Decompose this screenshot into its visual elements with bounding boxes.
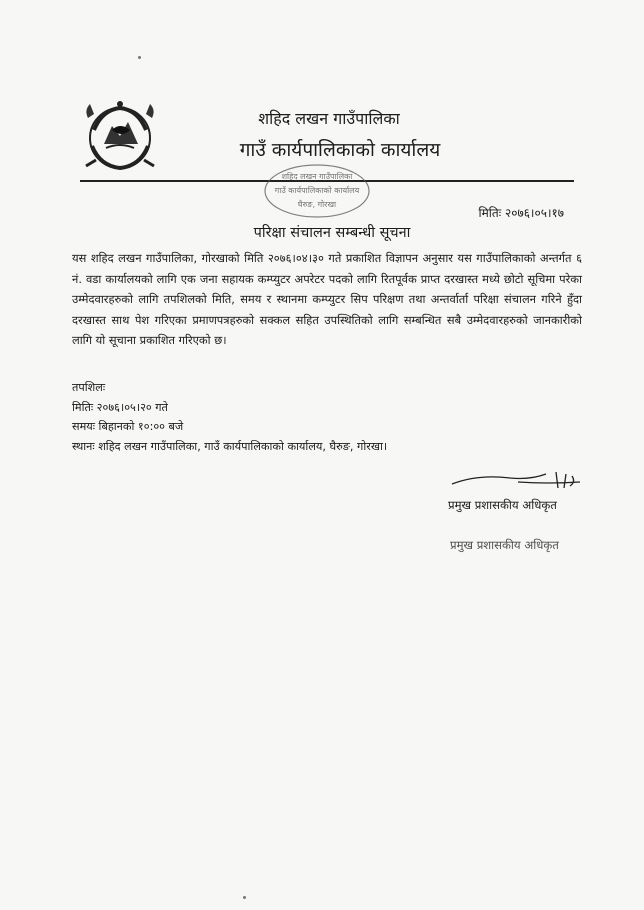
paper-speck <box>243 896 246 899</box>
details-heading: तपशिलः <box>72 381 106 394</box>
notice-body: यस शहिद लखन गाउँपालिका, गोरखाको मिति २०७६।०४।३० गते प्रकाशित विज्ञापन अनुसार यस गाउँपालिकाको अन्तर्गत ६ नं. वडा कार्यालयको लागि एक जना सहायक कम्प्युटर अपरेटर पदको लागि रितपूर्वक प्राप्त दरखास्त मध्ये छोटो सूचिमा परेका उम्मेदवारहरुको लागि तपशिलको मिति, समय र स्थानमा कम्प्युटर सिप परिक्षण तथा अन्तर्वार्ता परिक्षा संचालन गरिने हुँदा दरखास्त साथ पेश गरिएका प्रमाणपत्रहरुको सक्कल सहित उपस्थितिको लागि सम्बन्धित सबै उम्मेदवारहरुको जानकारीको लागि यो सूचाना प्रकाशित गरिएको छ। <box>72 251 582 347</box>
signature <box>448 468 588 494</box>
details-time: समयः बिहानको १०:०० बजे <box>72 420 184 433</box>
notice-subject: परिक्षा संचालन सम्बन्धी सूचना <box>253 225 411 241</box>
signatory-title: प्रमुख प्रशासकीय अधिकृत <box>448 498 557 512</box>
details-place: स्थानः शहिद लखन गाउँपालिका, गाउँ कार्यपालिकाको कार्यालय, घैरुङ, गोरखा। <box>72 439 388 453</box>
stamp-line-2: गाउँ कार्यपालिकाको कार्यालय <box>274 186 360 195</box>
notice-date: मितिः २०७६।०५।१७ <box>478 206 564 220</box>
office-stamp <box>262 162 372 220</box>
details-section <box>72 378 387 456</box>
paper-speck <box>138 56 141 59</box>
office-name: गाउँ कार्यपालिकाको कार्यालय <box>239 139 441 161</box>
municipality-name: शहिद लखन गाउँपालिका <box>258 109 400 128</box>
signatory-stamp: प्रमुख प्रशासकीय अधिकृत <box>450 538 559 552</box>
stamp-line-1: शहिद लखन गाउँपालिका <box>281 172 353 181</box>
details-date: मितिः २०७६।०५।२० गते <box>72 400 168 414</box>
stamp-line-3: घैरुङ, गोरखा <box>297 200 337 209</box>
